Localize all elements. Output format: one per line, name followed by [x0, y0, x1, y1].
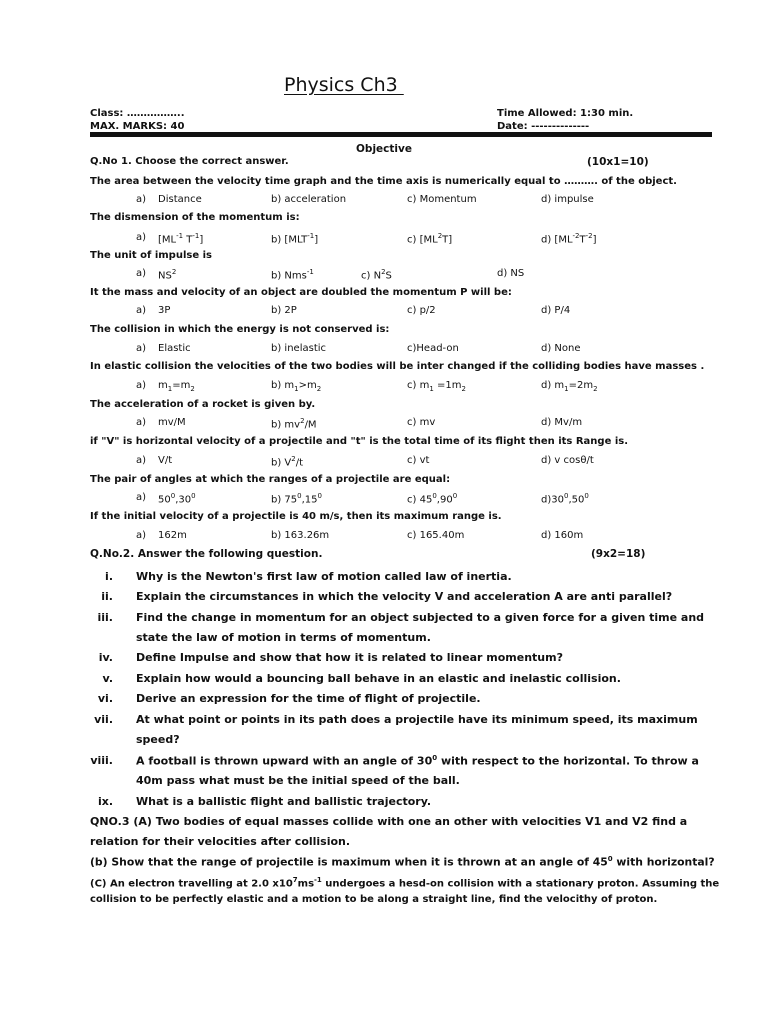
short-question: What is a ballistic flight and ballistic trajectory. [136, 795, 432, 808]
time-allowed: Time Allowed: 1:30 min. [497, 108, 634, 119]
mcq-option: $50^0,30^0$ [158, 492, 196, 506]
mcq-option-label: a) [136, 268, 147, 279]
mcq-question: The area between the velocity time graph and the time axis is numerically equal to ………. of the object. [90, 176, 677, 187]
page-title: Physics Ch3 [284, 74, 404, 96]
mcq-option: c) $m_1 =1m_2$ [407, 380, 466, 393]
mcq-option-label: a) [136, 343, 147, 354]
mcq-option: b) $[MLT^{-1}]$ [271, 232, 319, 246]
mcq-option-label: a) [136, 492, 147, 503]
mcq-question: The unit of impulse is [90, 250, 212, 261]
mcq-option: c) $45^0,90^0$ [407, 492, 458, 506]
q1-marks: (10x1=10) [587, 156, 649, 168]
mcq-option-label: a) [136, 305, 147, 316]
mcq-option: d) None [541, 343, 581, 354]
mcq-option: b) $mv^2/M$ [271, 417, 317, 431]
mcq-option: d) NS [497, 268, 525, 279]
short-question: Define Impulse and show that how it is related to linear momentum? [136, 651, 563, 664]
mcq-option-label: a) [136, 380, 147, 391]
q1-instruction: Q.No 1. Choose the correct answer. [90, 156, 289, 167]
short-question: Find the change in momentum for an object subjected to a given force for a given time and [136, 611, 705, 624]
long-question-a: QNO.3 (A) Two bodies of equal masses collide with one an other with velocities V1 and V2 find a [90, 815, 688, 828]
max-marks: MAX. MARKS: 40 [90, 121, 185, 132]
long-question-b: (b) Show that the range of projectile is maximum when it is thrown at an angle of $45^0$ with horizontal? [90, 855, 715, 869]
mcq-option: d) Mv/m [541, 417, 583, 428]
mcq-question: It the mass and velocity of an object are doubled the momentum P will be: [90, 287, 512, 298]
mcq-option: c) vt [407, 455, 430, 466]
short-question-number: v. [102, 672, 113, 685]
short-question-cont: speed? [136, 733, 180, 746]
mcq-question: if "V" is horizontal velocity of a projectile and "t" is the total time of its flight then its Range is. [90, 436, 629, 447]
mcq-option: $m_1=m_2$ [158, 380, 195, 393]
mcq-option: b) acceleration [271, 194, 347, 205]
mcq-option: c) mv [407, 417, 436, 428]
short-question-number: iv. [98, 651, 113, 664]
mcq-option: b) $m_1>m_2$ [271, 380, 322, 393]
mcq-option: d) $[ML^{-2}T^{-2}]$ [541, 232, 597, 246]
mcq-option: [$ML^{-1}$ $T^{-1}$] [158, 232, 204, 246]
mcq-option: d) $m_1=2m_2$ [541, 380, 598, 393]
section-title: Objective [356, 143, 412, 155]
mcq-option: c) $N^2S$ [361, 268, 392, 282]
short-question-number: viii. [90, 754, 113, 767]
mcq-option: d) P/4 [541, 305, 571, 316]
mcq-option: Distance [158, 194, 202, 205]
short-question: At what point or points in its path does a projectile have its minimum speed, its maximum [136, 713, 698, 726]
mcq-question: In elastic collision the velocities of the two bodies will be inter changed if the colliding bodies have masses . [90, 361, 705, 372]
class-field: Class: …………….. [90, 108, 185, 119]
mcq-option-label: a) [136, 232, 147, 243]
mcq-option: c) 165.40m [407, 530, 465, 541]
short-question-number: iii. [97, 611, 113, 624]
mcq-option: mv/M [158, 417, 186, 428]
long-question-a-cont: relation for their velocities after collision. [90, 835, 351, 848]
mcq-option: c) p/2 [407, 305, 436, 316]
long-question-c-cont: collision to be perfectly elastic and a motion to be along a straight line, find the velocithy of proton. [90, 894, 658, 905]
long-question-c: (C) An electron travelling at 2.0 $x10^7ms^{-1}$ undergoes a hesd-on collision with a stationary proton. Assuming the [90, 876, 720, 890]
mcq-option: b) inelastic [271, 343, 327, 354]
short-question-number: i. [105, 570, 113, 583]
q2-marks: (9x2=18) [591, 548, 646, 560]
header-divider [90, 132, 712, 137]
short-question: Why is the Newton's first law of motion called law of inertia. [136, 570, 512, 583]
date-field: Date: -------------- [497, 121, 590, 132]
mcq-option: b) $75^0,15^0$ [271, 492, 322, 506]
short-question: A football is thrown upward with an angle of $30^0$ with respect to the horizontal. To throw a [136, 754, 699, 768]
mcq-option-label: a) [136, 194, 147, 205]
mcq-option: V/t [158, 455, 173, 466]
short-question: Explain how would a bouncing ball behave in an elastic and inelastic collision. [136, 672, 621, 685]
mcq-question: If the initial velocity of a projectile is 40 m/s, then its maximum range is. [90, 511, 502, 522]
mcq-option: $d)30^0,50^0$ [541, 492, 589, 506]
mcq-option-label: a) [136, 530, 147, 541]
short-question-cont: 40m pass what must be the initial speed of the ball. [136, 774, 460, 787]
mcq-option: c) Momentum [407, 194, 477, 205]
short-question-number: vii. [94, 713, 113, 726]
mcq-question: The pair of angles at which the ranges of a projectile are equal: [90, 474, 451, 485]
mcq-question: The collision in which the energy is not conserved is: [90, 324, 390, 335]
mcq-question: The dismension of the momentum is: [90, 212, 300, 223]
short-question-number: ii. [101, 590, 113, 603]
short-question-cont: state the law of motion in terms of momentum. [136, 631, 431, 644]
short-question: Explain the circumstances in which the velocity V and acceleration A are anti parallel? [136, 590, 673, 603]
mcq-option: 162m [158, 530, 187, 541]
q2-instruction: Q.No.2. Answer the following question. [90, 548, 323, 560]
short-question-number: ix. [97, 795, 113, 808]
mcq-option: $NS^2$ [158, 268, 177, 282]
mcq-option: 3P [158, 305, 171, 316]
short-question: Derive an expression for the time of flight of projectile. [136, 692, 481, 705]
mcq-option: d) 160m [541, 530, 584, 541]
mcq-option: d) v cosθ/t [541, 455, 594, 466]
mcq-option: b) 2P [271, 305, 297, 316]
mcq-option: b) Nms$^{-1}$ [271, 268, 314, 282]
mcq-option: Elastic [158, 343, 191, 354]
mcq-option: b) $V^2/t$ [271, 455, 304, 469]
mcq-option: c)Head-on [407, 343, 459, 354]
mcq-option: b) 163.26m [271, 530, 330, 541]
mcq-option: c) $[ML^2T]$ [407, 232, 453, 246]
mcq-option-label: a) [136, 417, 147, 428]
mcq-option-label: a) [136, 455, 147, 466]
short-question-number: vi. [97, 692, 113, 705]
mcq-question: The acceleration of a rocket is given by. [90, 399, 316, 410]
mcq-option: d) impulse [541, 194, 594, 205]
